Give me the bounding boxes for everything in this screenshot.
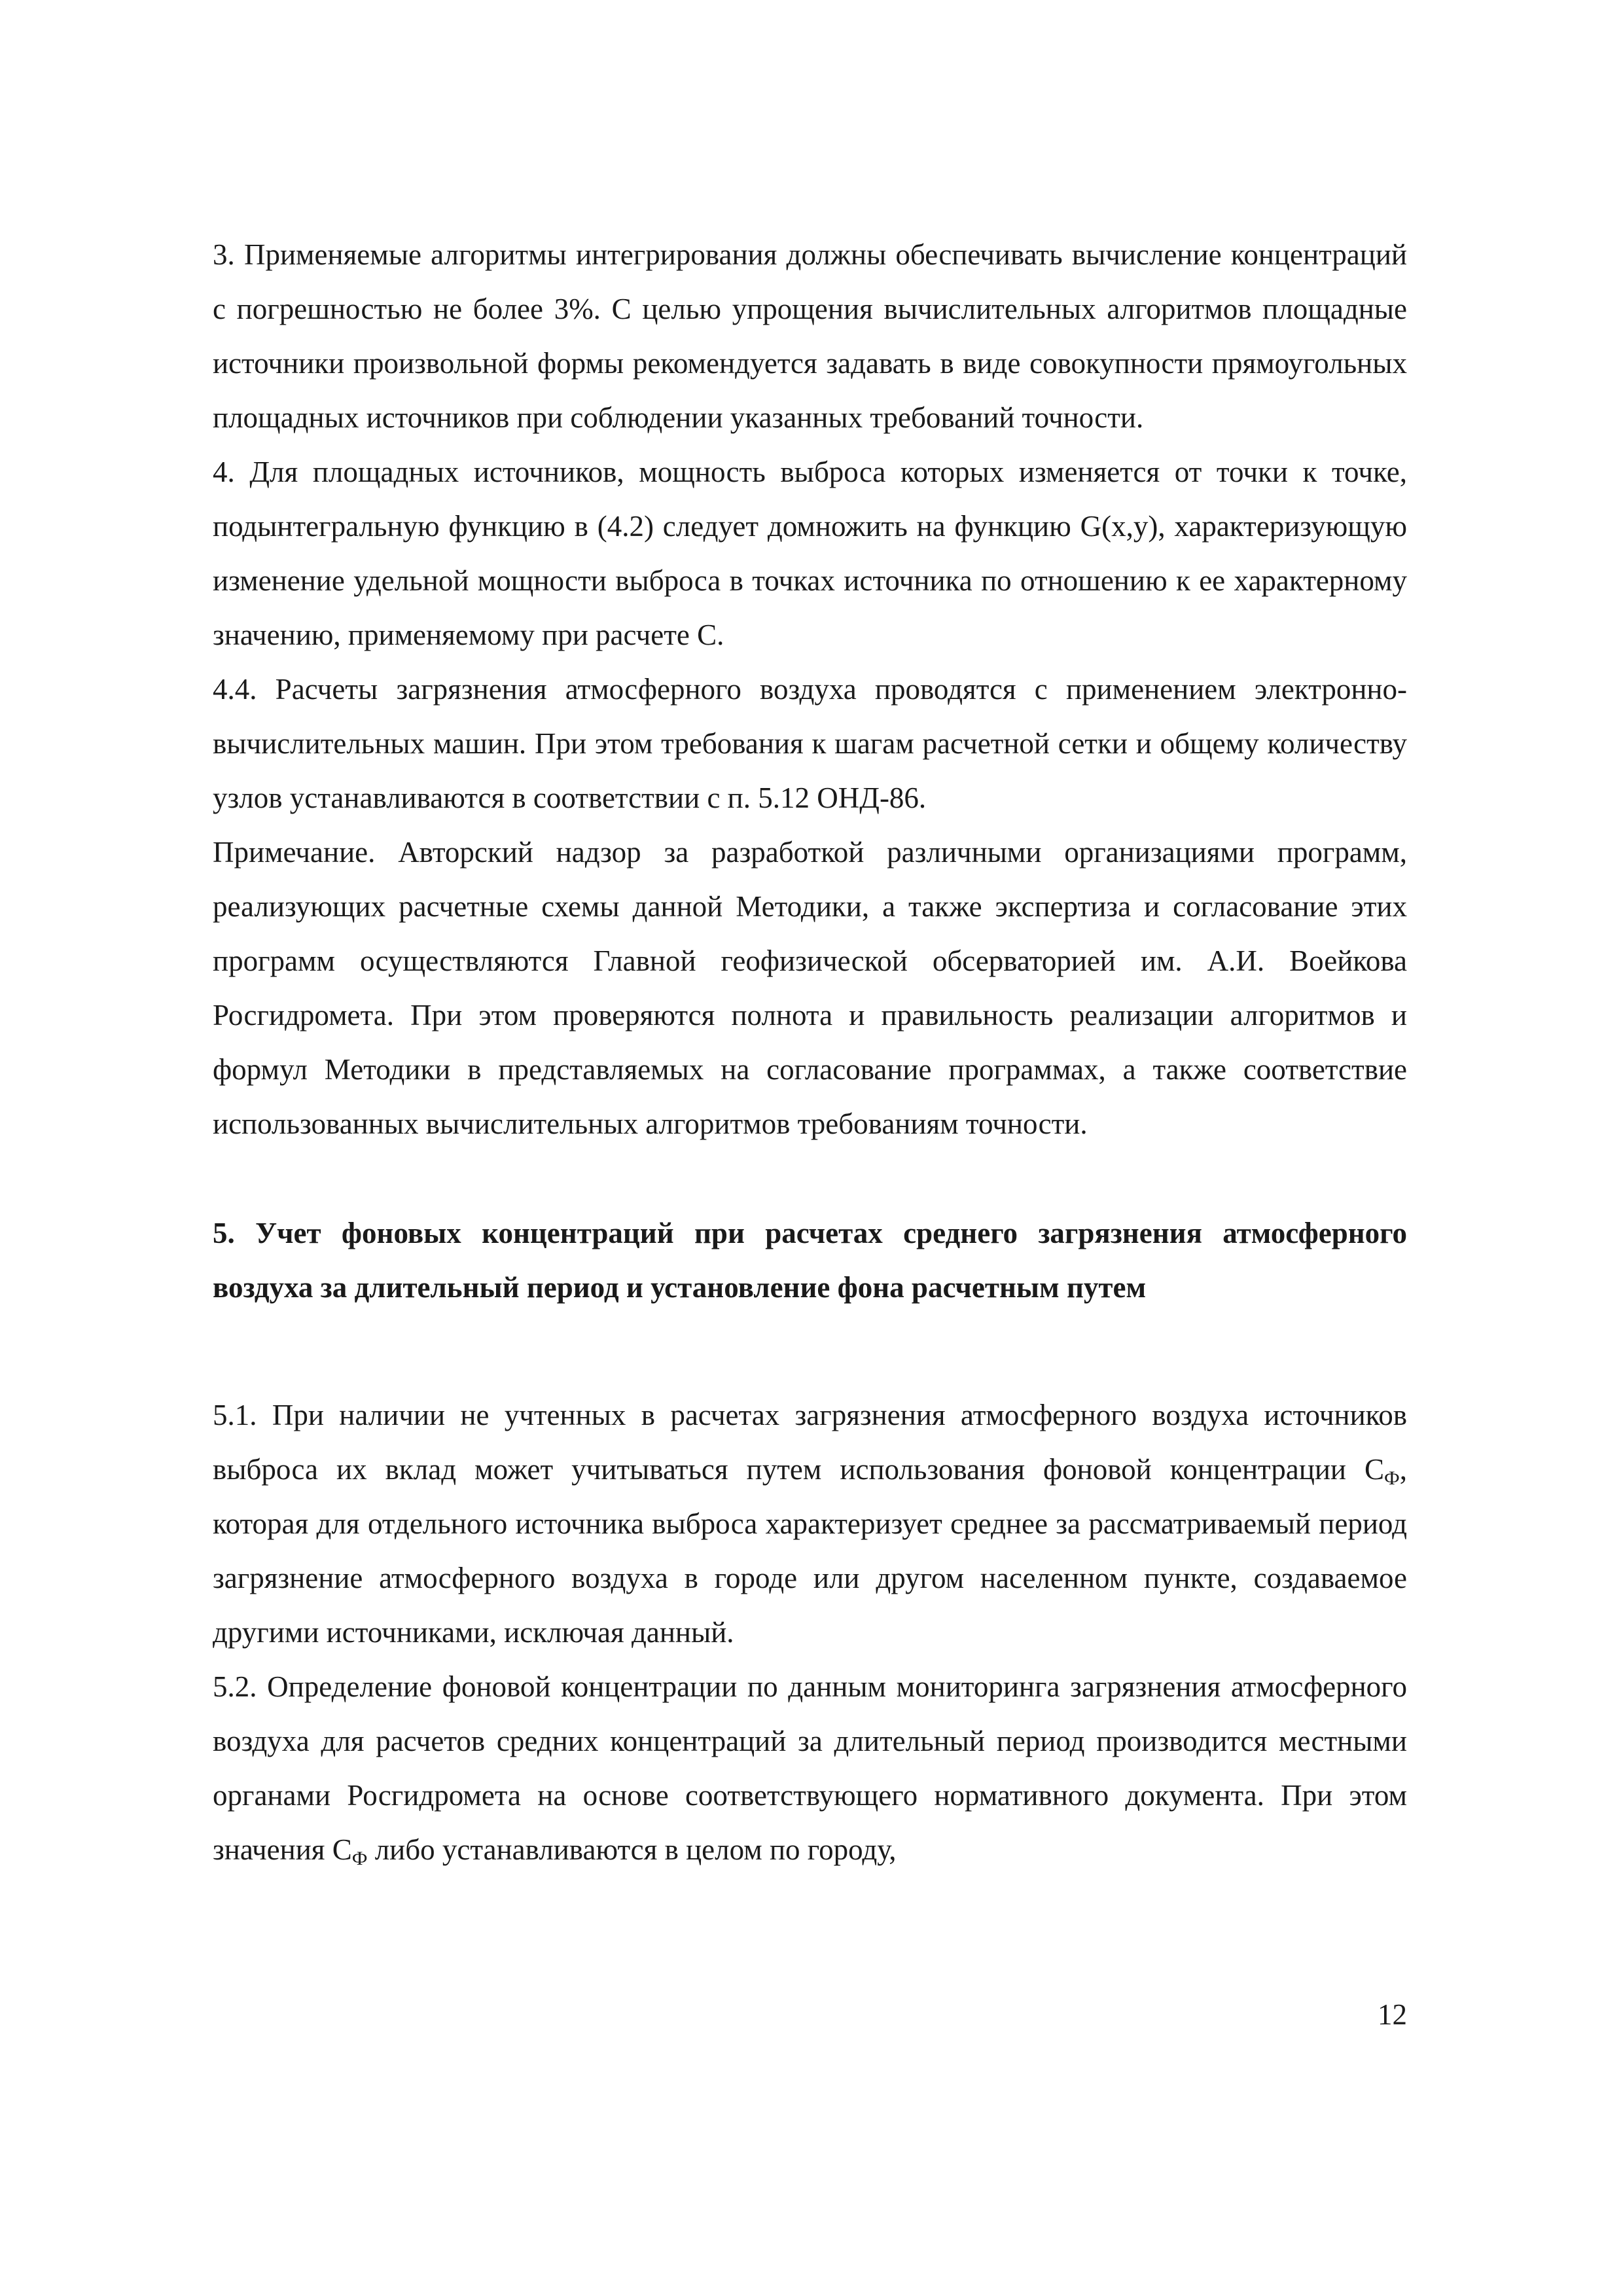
paragraph-5-2-text-a: 5.2. Определение фоновой концентрации по данным мониторинга загрязнения атмосферного воздуха для расчетов средних концентраций за длительный период производится местными органами Росгидромета на основе соответствующего нормативного документа. При этом значения С xyxy=(213,1670,1407,1866)
page-body xyxy=(213,228,1407,1877)
paragraph-5-1 xyxy=(213,1388,1407,1660)
paragraph-5-1-text-b: , которая для отдельного источника выброса характеризует среднее за рассматриваемый период загрязнение атмосферного воздуха в городе или другом населенном пункте, создаваемое другими источниками, исключая данный. xyxy=(213,1453,1407,1649)
subscript-phi: Ф xyxy=(351,1848,368,1869)
paragraph-5-1-text-a: 5.1. При наличии не учтенных в расчетах загрязнения атмосферного воздуха источников выброса их вклад может учитываться путем использования фоновой концентрации С xyxy=(213,1399,1407,1486)
paragraph-4-4: 4.4. Расчеты загрязнения атмосферного воздуха проводятся с применением электронно-вычислительных машин. При этом требования к шагам расчетной сетки и общему количеству узлов устанавливаются в соответствии с п. 5.12 ОНД-86. xyxy=(213,673,1407,814)
paragraph-3: 3. Применяемые алгоритмы интегрирования должны обеспечивать вычисление концентраций с погрешностью не более 3%. С целью упрощения вычислительных алгоритмов площадные источники произвольной формы рекомендуется задавать в виде совокупности прямоугольных площадных источников при соблюдении указанных требований точности. xyxy=(213,238,1407,434)
paragraph-note: Примечание. Авторский надзор за разработкой различными организациями программ, реализующих расчетные схемы данной Методики, а также экспертиза и согласование этих программ осуществляются Главной геофизической обсерваторией им. А.И. Воейкова Росгидромета. При этом проверяются полнота и правильность реализации алгоритмов и формул Методики в представляемых на согласование программах, а также соответствие использованных вычислительных алгоритмов требованиям точности. xyxy=(213,836,1407,1140)
page-number: 12 xyxy=(1378,1998,1407,2031)
paragraph-5-2-text-b: либо устанавливаются в целом по городу, xyxy=(367,1833,897,1866)
section-5-heading: 5. Учет фоновых концентраций при расчетах среднего загрязнения атмосферного воздуха за длительный период и установление фона расчетным путем xyxy=(213,1217,1407,1304)
paragraph-4: 4. Для площадных источников, мощность выброса которых изменяется от точки к точке, подынтегральную функцию в (4.2) следует домножить на функцию G(x,y), характеризующую изменение удельной мощности выброса в точках источника по отношению к ее характерному значению, применяемому при расчете С. xyxy=(213,456,1407,651)
subscript-phi: Ф xyxy=(1384,1467,1400,1489)
paragraph-5-2 xyxy=(213,1660,1407,1877)
